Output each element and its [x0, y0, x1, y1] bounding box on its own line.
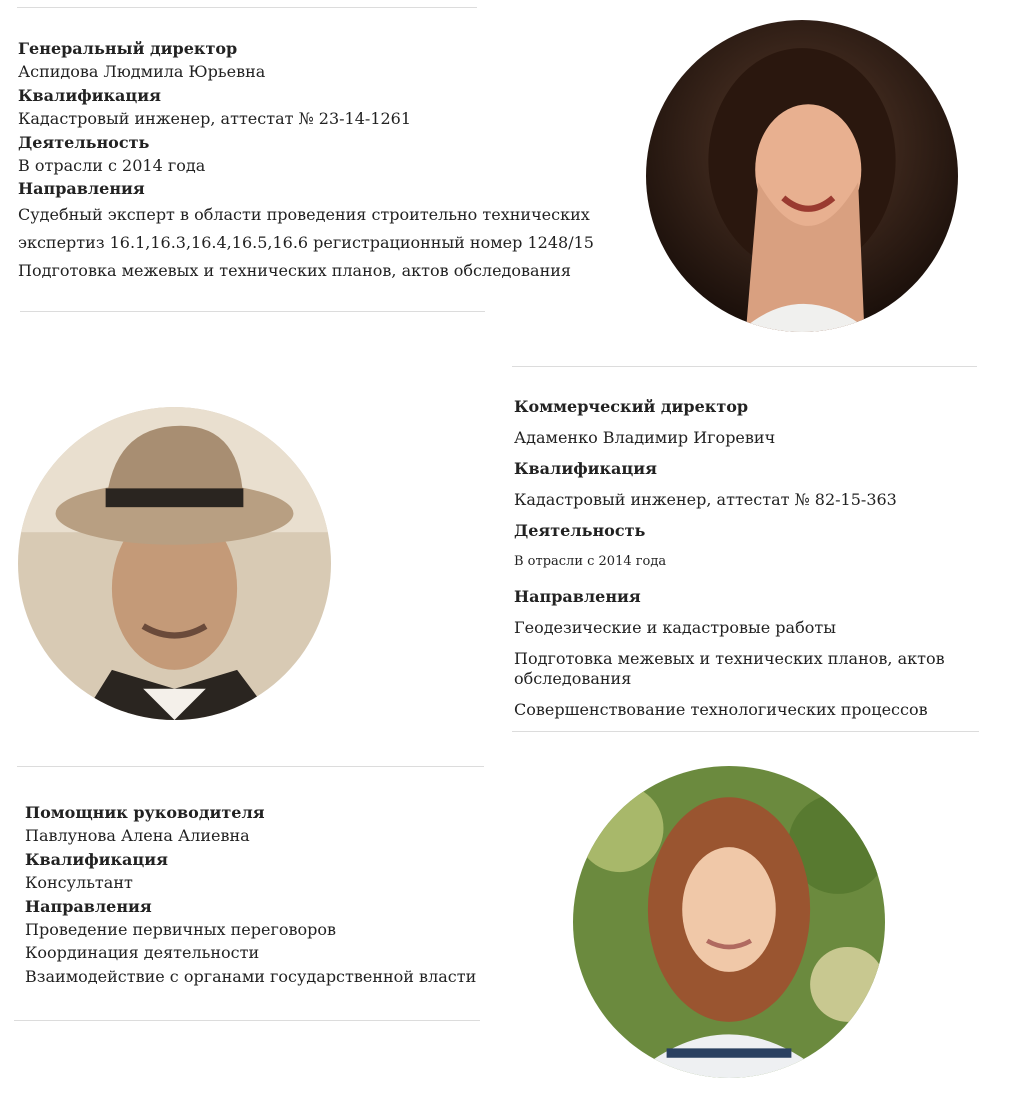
- member-photo: [573, 766, 885, 1078]
- directions-label: Направления: [25, 896, 152, 916]
- qualification-label: Квалификация: [18, 85, 161, 105]
- member-position: Коммерческий директор: [514, 397, 749, 416]
- member-qualification: Консультант: [25, 873, 133, 893]
- member-activity: В отрасли с 2014 года: [514, 554, 667, 569]
- directions-label: Направления: [18, 179, 145, 199]
- divider: [512, 366, 977, 367]
- divider: [17, 7, 477, 8]
- member-photo: [18, 407, 331, 720]
- divider: [512, 731, 979, 732]
- divider: [20, 311, 485, 312]
- direction-item: Проведение первичных переговоров: [25, 920, 337, 940]
- member-position: Генеральный директор: [18, 39, 238, 58]
- team-member-card: [18, 37, 608, 285]
- direction-item: Подготовка межевых и технических планов, актов обследования: [514, 649, 945, 688]
- direction-item: экспертиз 16.1,16.3,16.4,16.5,16.6 регистрационный номер 1248/15: [18, 232, 594, 252]
- direction-item: Взаимодействие с органами государственной власти: [25, 966, 477, 986]
- member-name: Адаменко Владимир Игоревич: [514, 428, 776, 447]
- member-qualification: Кадастровый инженер, аттестат № 23-14-1261: [18, 109, 412, 129]
- qualification-label: Квалификация: [514, 459, 657, 478]
- activity-label: Деятельность: [514, 521, 646, 540]
- team-member-card: [25, 801, 505, 988]
- member-activity: В отрасли с 2014 года: [18, 156, 206, 176]
- activity-label: Деятельность: [18, 132, 150, 152]
- directions-label: Направления: [514, 587, 641, 606]
- divider: [14, 1020, 480, 1021]
- qualification-label: Квалификация: [25, 849, 168, 869]
- member-name: Павлунова Алена Алиевна: [25, 826, 250, 846]
- member-position: Помощник руководителя: [25, 803, 265, 822]
- member-name: Аспидова Людмила Юрьевна: [18, 62, 266, 82]
- direction-item: Судебный эксперт в области проведения строительно технических: [18, 204, 590, 224]
- member-qualification: Кадастровый инженер, аттестат № 82-15-363: [514, 490, 897, 509]
- team-member-card: [514, 397, 994, 731]
- member-photo: [646, 20, 958, 332]
- direction-item: Совершенствование технологических процессов: [514, 700, 928, 719]
- divider: [17, 766, 484, 767]
- direction-item: Координация деятельности: [25, 943, 260, 963]
- direction-item: Подготовка межевых и технических планов, актов обследования: [18, 260, 571, 280]
- direction-item: Геодезические и кадастровые работы: [514, 618, 836, 637]
